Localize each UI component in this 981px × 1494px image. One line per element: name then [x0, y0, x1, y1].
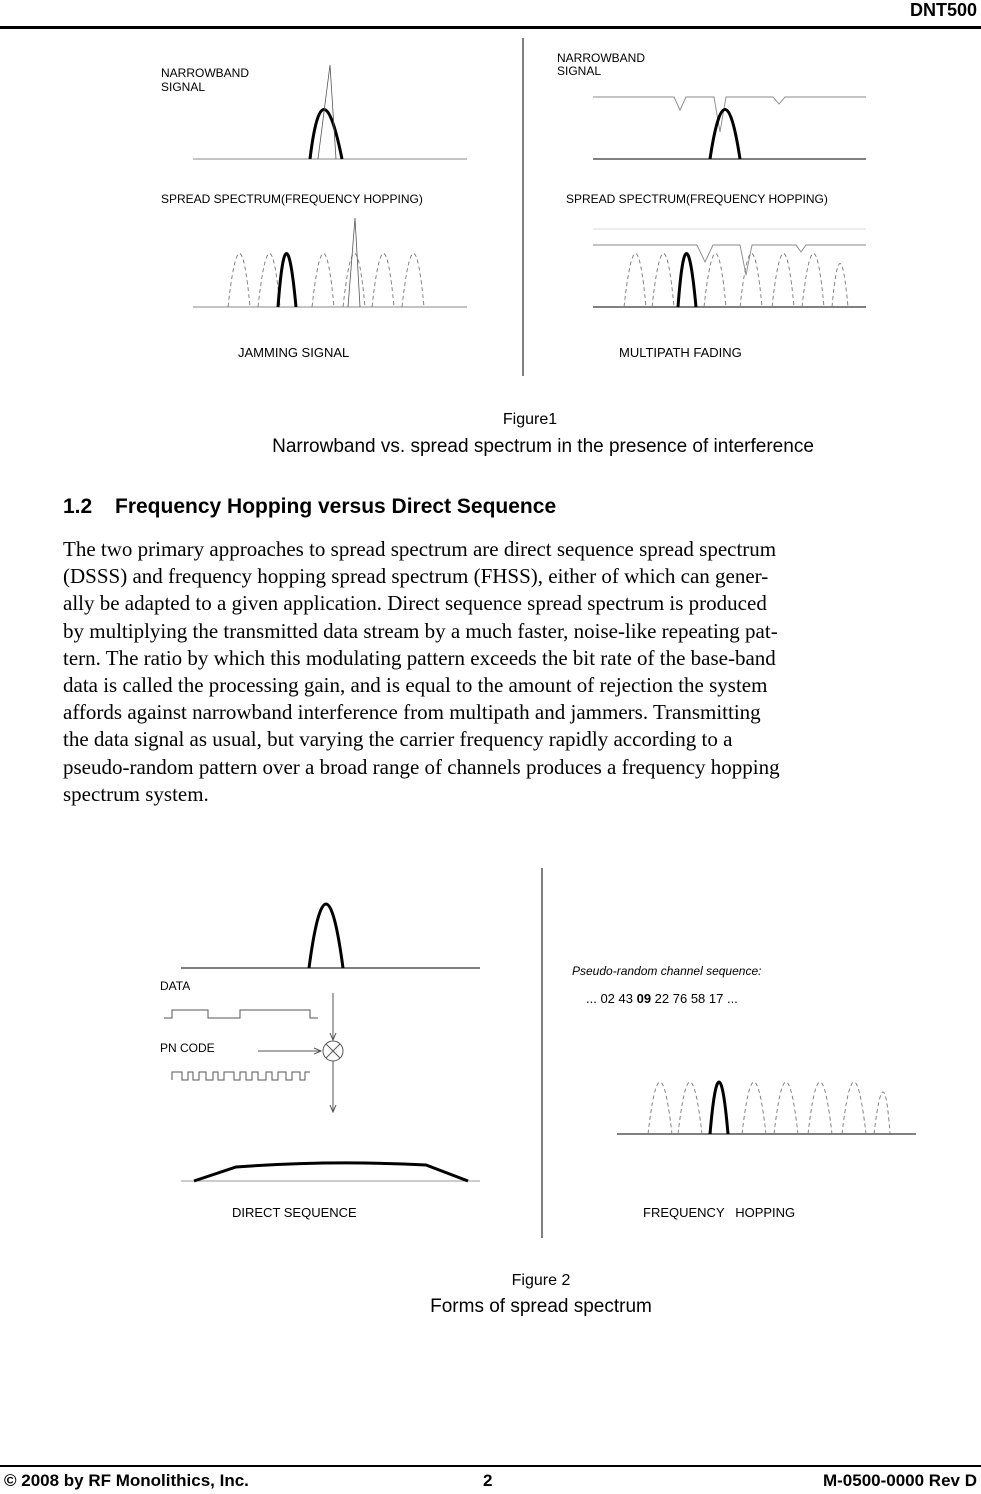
fig1-left-panel-title: JAMMING SIGNAL	[238, 345, 350, 360]
figure2-diagram	[0, 860, 981, 1250]
fig1-right-active-hop	[678, 254, 696, 308]
fig2-left-panel-title: DIRECT SEQUENCE	[232, 1205, 357, 1220]
fig1-right-spread-label: SPREAD SPECTRUM(FREQUENCY HOPPING)	[566, 192, 828, 206]
fig1-right-narrowband-label-1: NARROWBAND	[557, 51, 646, 65]
fig2-pn-code-waveform	[172, 1072, 310, 1080]
footer-doc-revision: M-0500-0000 Rev D	[822, 1471, 977, 1490]
document-id: DNT500	[909, 0, 977, 20]
fig2-sequence-label: Pseudo-random channel sequence:	[572, 964, 762, 978]
fig2-pn-code-label: PN CODE	[160, 1041, 215, 1055]
fig2-sequence-prefix: ... 02 43	[586, 991, 637, 1006]
paragraph-line: the data signal as usual, but varying the carrier frequency rapidly according to a	[63, 727, 733, 752]
fig1-left-hop-channels	[228, 254, 424, 308]
fig2-sequence-suffix: 22 76 58 17 ...	[651, 991, 738, 1006]
paragraph-line: (DSSS) and frequency hopping spread spectrum (FHSS), either of which can gener-	[63, 564, 769, 589]
fig1-left-spread-label: SPREAD SPECTRUM(FREQUENCY HOPPING)	[161, 192, 423, 206]
paragraph-line: The two primary approaches to spread spectrum are direct sequence spread spectrum	[63, 537, 777, 561]
paragraph-line: tern. The ratio by which this modulating pattern exceeds the bit rate of the base-band	[63, 645, 776, 670]
footer-rule	[0, 1465, 981, 1467]
fig1-right-panel-title: MULTIPATH FADING	[619, 345, 742, 360]
fig2-right-panel-title: FREQUENCY HOPPING	[643, 1205, 796, 1220]
figure1-caption-number: Figure1	[502, 411, 558, 428]
figure2-caption-number: Figure 2	[511, 1272, 571, 1289]
fig2-hop-channels	[648, 1082, 890, 1134]
fig1-right-narrowband-signal	[710, 110, 740, 160]
figure1-caption-text: Narrowband vs. spread spectrum in the presence of interference	[272, 436, 814, 457]
figure2-caption-text: Forms of spread spectrum	[430, 1296, 652, 1317]
fig1-left-narrowband-signal	[310, 110, 342, 160]
fig2-data-waveform	[164, 1010, 318, 1018]
fig2-active-hop	[710, 1082, 728, 1134]
section-title: Frequency Hopping versus Direct Sequence	[115, 495, 557, 518]
fig1-right-hop-channels	[624, 254, 848, 308]
figure1-diagram	[0, 30, 981, 390]
fig1-left-narrowband-label-1: NARROWBAND	[161, 66, 250, 80]
fig1-left-narrowband-label-2: SIGNAL	[161, 80, 206, 94]
fig2-sequence-highlight: 09	[636, 991, 652, 1006]
header-rule	[0, 26, 981, 29]
paragraph-line: by multiplying the transmitted data stream by a much faster, noise-like repeating pat-	[63, 618, 778, 643]
paragraph-line: affords against narrowband interference from multipath and jammers. Transmitting	[63, 700, 761, 725]
fig1-left-active-hop	[278, 254, 296, 308]
body-paragraph	[63, 536, 923, 808]
fig2-channel-sequence	[586, 991, 738, 1006]
footer-page-number: 2	[483, 1471, 493, 1490]
paragraph-line: ally be adapted to a given application. Direct sequence spread spectrum is produced	[63, 591, 767, 616]
section-number: 1.2	[63, 495, 93, 518]
paragraph-line: data is called the processing gain, and is equal to the amount of rejection the system	[63, 673, 768, 698]
footer-copyright: © 2008 by RF Monolithics, Inc.	[4, 1471, 249, 1490]
fig1-right-narrowband-label-2: SIGNAL	[557, 64, 602, 78]
section-heading	[63, 495, 556, 519]
fig2-multiplier-symbol	[323, 1041, 343, 1061]
paragraph-line: spectrum system.	[63, 781, 209, 806]
fig2-data-label: DATA	[160, 979, 191, 993]
fig2-left-narrowband-signal	[309, 904, 343, 968]
fig2-spread-spectrum-shape	[194, 1163, 468, 1181]
fig1-right-fading-profile-bottom	[593, 245, 866, 275]
paragraph-line: pseudo-random pattern over a broad range of channels produces a frequency hopping	[63, 754, 780, 779]
